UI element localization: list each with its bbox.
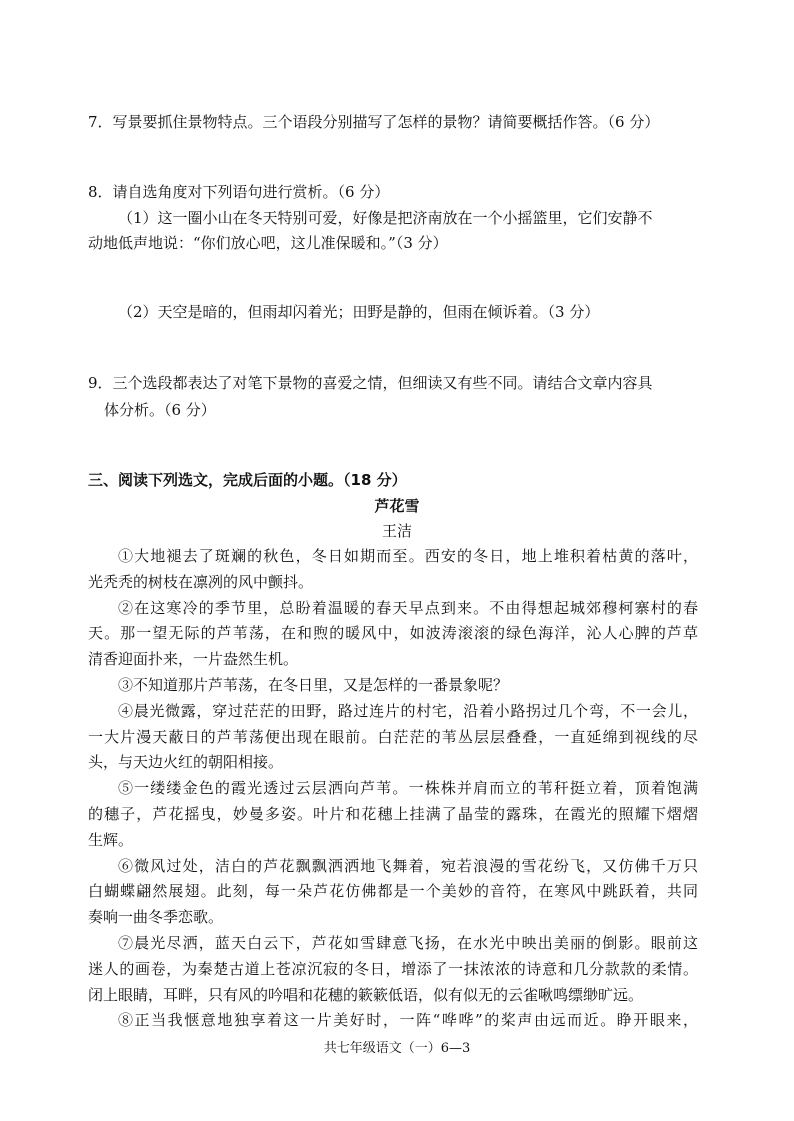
question-9-line-1: 9．三个选段都表达了对笔下景物的喜爱之情，但细读又有些不同。请结合文章内容具: [88, 374, 653, 392]
article-line: 闭上眼睛，耳畔，只有风的吟唱和花穗的簌簌低语，似有似无的云雀啾鸣缥缈旷远。: [88, 986, 644, 1004]
article-line: 的穗子，芦花摇曳，妙曼多姿。叶片和花穗上挂满了晶莹的露珠，在霞光的照耀下熠熠: [88, 805, 698, 823]
question-9-line-2: 体分析。（6 分）: [104, 401, 216, 419]
article-line: ⑧正当我惬意地独享着这一片美好时，一阵“哗哗”的桨声由远而近。睁开眼来，: [118, 1011, 698, 1029]
article-line: ⑥微风过处，洁白的芦花飘飘洒洒地飞舞着，宛若浪漫的雪花纷飞，又仿佛千万只: [118, 857, 698, 875]
question-8: 8．请自选角度对下列语句进行赏析。（6 分）: [88, 183, 390, 201]
question-8-item-1-line-1: （1）这一圈小山在冬天特别可爱，好像是把济南放在一个小摇篮里，它们安静不: [118, 209, 653, 227]
article-line: ②在这寒冷的季节里，总盼着温暖的春天早点到来。不由得想起城郊穆柯寨村的春: [118, 599, 698, 617]
article-line: 迷人的画卷，为秦楚古道上苍凉沉寂的冬日，增添了一抹浓浓的诗意和几分款款的柔情。: [88, 960, 698, 978]
article-line: 一大片漫天蔽日的芦苇荡便出现在眼前。白茫茫的苇丛层层叠叠，一直延绵到视线的尽: [88, 728, 698, 746]
article-author: 王洁: [381, 522, 412, 540]
article-line: 生辉。: [88, 831, 134, 849]
article-line: 奏响一曲冬季恋歌。: [88, 908, 224, 926]
article-line: ⑤一缕缕金色的霞光透过云层洒向芦苇。一株株并肩而立的苇秆挺立着，顶着饱满: [118, 779, 698, 797]
article-line: 清香迎面扑来，一片盎然生机。: [88, 650, 299, 668]
question-7: 7．写景要抓住景物特点。三个语段分别描写了怎样的景物？请简要概括作答。（6 分）: [88, 113, 660, 131]
article-line: ⑦晨光尽洒，蓝天白云下，芦花如雪肆意飞扬，在水光中映出美丽的倒影。眼前这: [118, 934, 698, 952]
article-title: 芦花雪: [374, 497, 420, 515]
article-line: ③不知道那片芦苇荡，在冬日里，又是怎样的一番景象呢？: [118, 676, 509, 694]
article-line: 光秃秃的树枝在凛冽的风中颤抖。: [88, 573, 314, 591]
question-8-item-2: （2）天空是暗的，但雨却闪着光；田野是静的，但雨在倾诉着。（3 分）: [118, 303, 600, 321]
article-line: ①大地褪去了斑斓的秋色，冬日如期而至。西安的冬日，地上堆积着枯黄的落叶，: [118, 547, 698, 565]
page-footer: 共七年级语文（一）6—3: [323, 1041, 471, 1056]
article-line: 头，与天边火红的朝阳相接。: [88, 753, 284, 771]
section-3-heading: 三、阅读下列选文，完成后面的小题。（18 分）: [88, 471, 407, 489]
article-line: 天。那一望无际的芦苇荡，在和煦的暖风中，如波涛滚滚的绿色海洋，沁人心脾的芦草: [88, 624, 698, 642]
article-line: 白蝴蝶翩然展翅。此刻，每一朵芦花仿佛都是一个美妙的音符，在寒风中跳跃着，共同: [88, 882, 698, 900]
article-line: ④晨光微露，穿过茫茫的田野，路过连片的村宅，沿着小路拐过几个弯，不一会儿，: [118, 702, 698, 720]
question-8-item-1-line-2: 动地低声地说：“你们放心吧，这儿准保暖和。”（3 分）: [88, 234, 448, 252]
